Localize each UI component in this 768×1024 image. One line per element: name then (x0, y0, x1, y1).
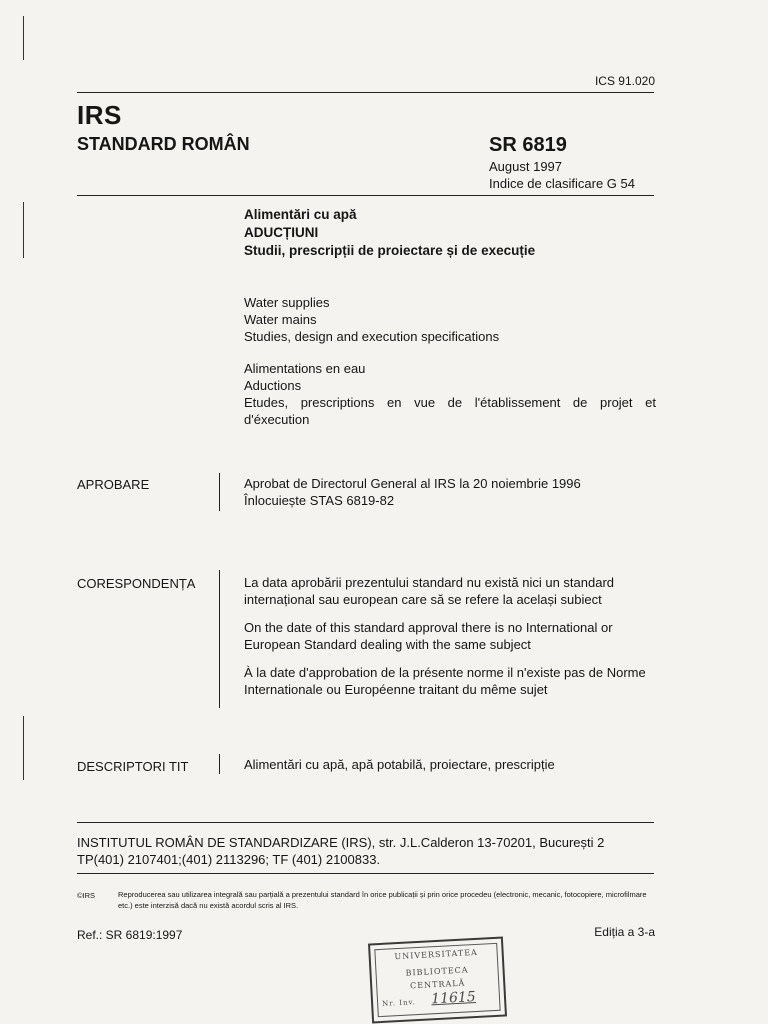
title-romanian (244, 206, 535, 260)
title-ro-line: Studii, prescripții de proiectare și de execuție (244, 243, 536, 258)
stamp-line: CENTRALĂ (409, 978, 466, 991)
footer-rule (77, 822, 654, 823)
descriptori-label: DESCRIPTORI TIT (77, 759, 189, 774)
corespondenta-label: CORESPONDENȚA (77, 576, 196, 591)
title-ro-line: ADUCȚIUNI (244, 225, 319, 240)
standard-code: SR 6819 (489, 134, 567, 156)
title-en-line: Studies, design and execution specifications (244, 329, 500, 344)
org-name: IRS (77, 100, 122, 130)
standard-meta (489, 158, 635, 192)
title-fr-line: Aductions (244, 378, 302, 393)
scan-margin-mark (23, 16, 24, 60)
title-french (244, 360, 656, 428)
institute-line: TP(401) 2107401;(401) 2113296; TF (401) 2100833. (77, 852, 381, 867)
title-ro-line: Alimentări cu apă (244, 207, 357, 222)
aprobare-label: APROBARE (77, 477, 150, 492)
correspondence-fr: À la date d'approbation de la présente norme il n'existe pas de Norme Internationale ou Européenne traitant du même sujet (244, 665, 646, 697)
title-en-line: Water mains (244, 312, 317, 327)
section-divider (219, 473, 220, 511)
reference: Ref.: SR 6819:1997 (77, 928, 183, 942)
stamp-frame (374, 943, 500, 1017)
header-rule (77, 195, 654, 196)
ics-code: ICS 91.020 (594, 74, 655, 88)
aprobare-content (244, 475, 659, 509)
stamp-number: 11615 (430, 989, 477, 1008)
title-fr-line: Alimentations en eau (244, 361, 366, 376)
institute-line: INSTITUTUL ROMÂN DE STANDARDIZARE (IRS), str. J.L.Calderon 13-70201, București 2 (77, 835, 605, 850)
copyright-tag: ©IRS (77, 891, 96, 900)
top-rule (77, 92, 654, 93)
scan-margin-mark (23, 202, 24, 258)
institute-address (77, 834, 657, 868)
correspondence-en: On the date of this standard approval there is no International or European Standard dealing with the same subject (244, 620, 613, 652)
classification-index: Indice de clasificare G 54 (489, 176, 635, 191)
title-fr-line: Etudes, prescriptions en vue de l'établissement de projet et (244, 395, 656, 410)
section-divider (219, 754, 220, 774)
corespondenta-content (244, 574, 659, 709)
footer-rule-2 (77, 873, 654, 874)
stamp-number-label: Nr. Inv. (381, 998, 417, 1008)
scan-margin-mark (23, 716, 24, 780)
edition: Ediția a 3-a (594, 925, 655, 939)
approval-text: Aprobat de Directorul General al IRS la 20 noiembrie 1996 (244, 476, 581, 491)
section-divider (219, 570, 220, 708)
standard-label: STANDARD ROMÂN (77, 134, 250, 154)
descriptori-content: Alimentări cu apă, apă potabilă, proiectare, prescripție (244, 757, 555, 772)
title-en-line: Water supplies (244, 295, 330, 310)
title-fr-line: d'éxecution (244, 412, 310, 427)
standard-date: August 1997 (489, 159, 563, 174)
replaces-text: Înlocuiește STAS 6819-82 (244, 493, 395, 508)
copyright-text: Reproducerea sau utilizarea integrală sau parțială a prezentului standard în orice publicații și prin orice procedeu (electronic, mecanic, fotocopiere, microfilmare etc.) este interzisă dacă nu există acordul scris al IRS. (118, 890, 647, 910)
library-stamp (368, 937, 507, 1024)
correspondence-ro: La data aprobării prezentului standard nu există nici un standard internațional sau european care să se refere la același subiect (244, 575, 615, 607)
stamp-line: BIBLIOTECA (405, 965, 469, 978)
title-english (244, 294, 656, 345)
stamp-line: UNIVERSITATEA (394, 947, 479, 962)
